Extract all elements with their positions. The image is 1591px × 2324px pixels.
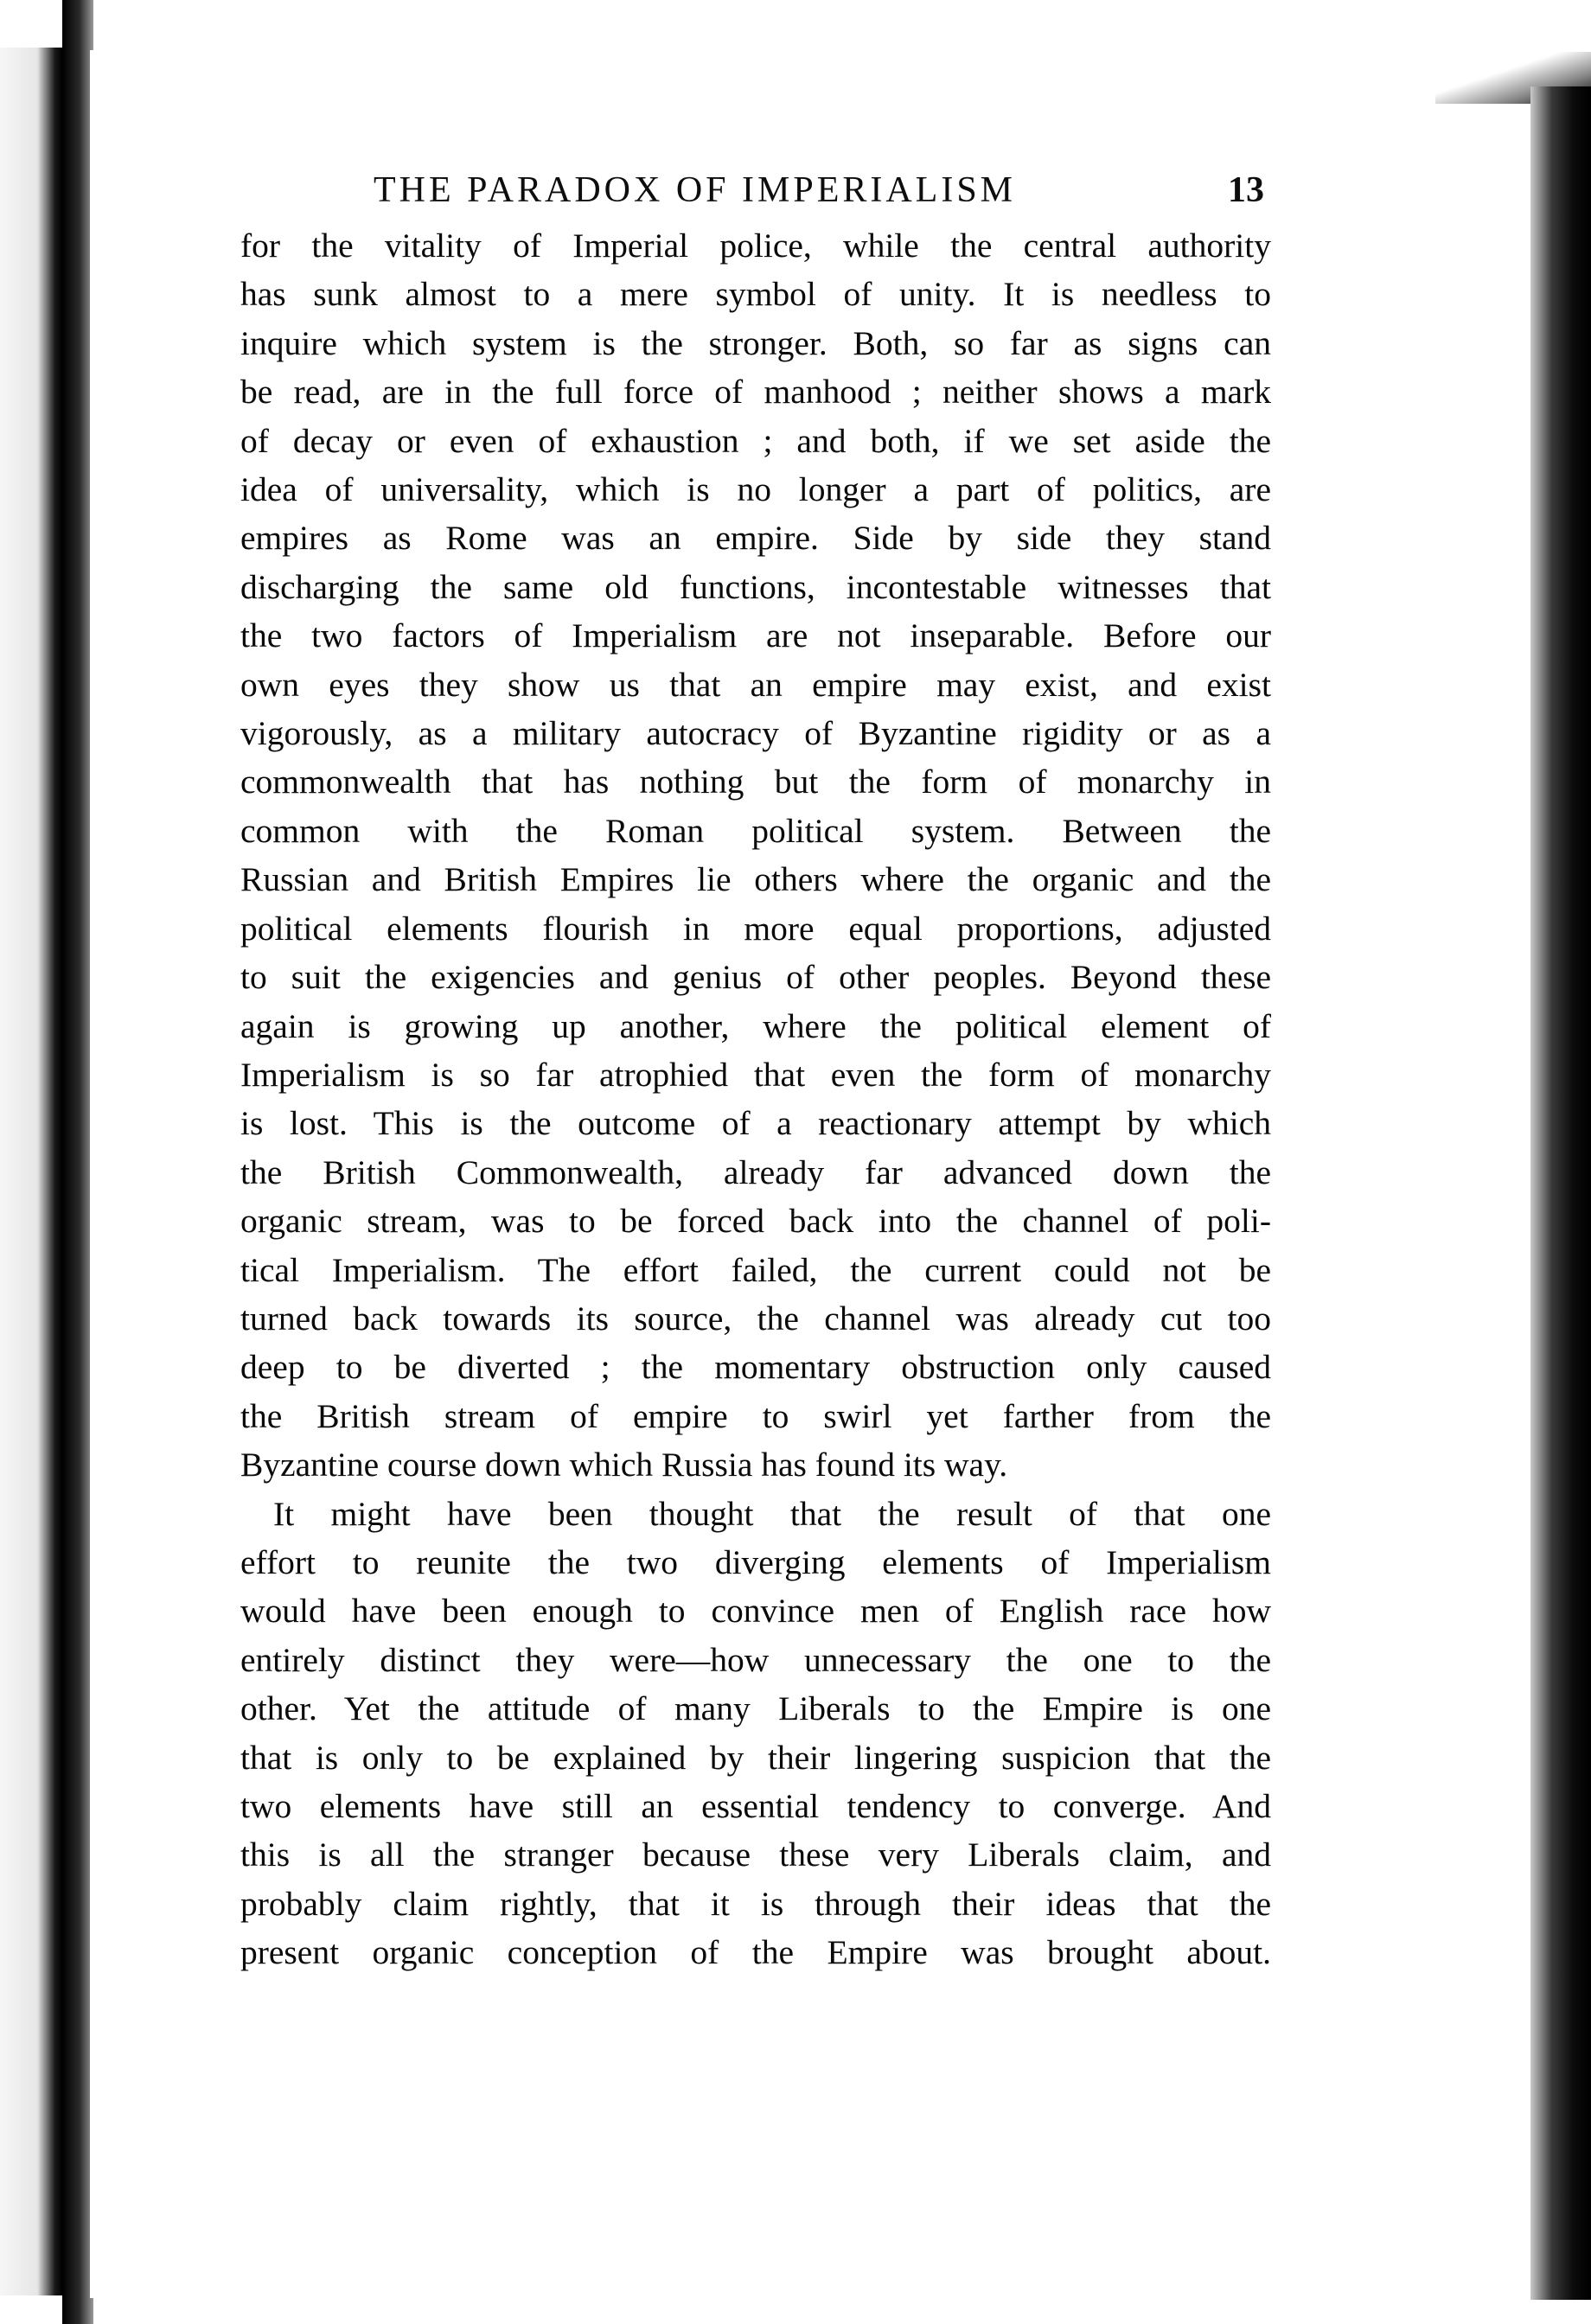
text-line: commonwealth that has nothing but the form of monarchy in [240, 763, 1271, 801]
text-line: that is only to be explained by their lingering suspicion that the [240, 1738, 1271, 1777]
paragraph-2 [240, 1490, 1271, 1977]
text-line: political elements flourish in more equal proportions, adjusted [240, 909, 1271, 948]
text-line: tical Imperialism. The effort failed, the current could not be [240, 1250, 1271, 1289]
text-line: the two factors of Imperialism are not inseparable. Before our [240, 616, 1271, 655]
text-line: Imperialism is so far atrophied that even the form of monarchy [240, 1055, 1271, 1094]
text-line: this is all the stranger because these very Liberals claim, and [240, 1836, 1271, 1874]
text-line: other. Yet the attitude of many Liberals to the Empire is one [240, 1689, 1271, 1728]
text-line: present organic conception of the Empire was brought about. [240, 1933, 1271, 1972]
text-line: is lost. This is the outcome of a reactionary attempt by which [240, 1104, 1271, 1143]
text-line: It might have been thought that the result of that one [273, 1494, 1271, 1533]
text-line: effort to reunite the two diverging elements of Imperialism [240, 1542, 1271, 1581]
text-line: of decay or even of exhaustion ; and both, if we set aside the [240, 421, 1271, 460]
book-gutter [62, 0, 93, 2324]
text-line: to suit the exigencies and genius of other peoples. Beyond these [240, 958, 1271, 997]
text-line: Russian and British Empires lie others where the organic and the [240, 860, 1271, 899]
text-line: vigorously, as a military autocracy of Byzantine rigidity or as a [240, 714, 1271, 753]
text-line: turned back towards its source, the channel was already cut too [240, 1299, 1271, 1338]
text-line: entirely distinct they were—how unnecessary the one to the [240, 1640, 1271, 1679]
page-number: 13 [1228, 170, 1264, 210]
book-right-edge [1530, 86, 1591, 2300]
text-line: be read, are in the full force of manhood ; neither shows a mark [240, 373, 1271, 412]
text-line: Byzantine course down which Russia has found its way. [240, 1446, 1008, 1484]
text-line: two elements have still an essential tendency to converge. And [240, 1787, 1271, 1825]
text-line: own eyes they show us that an empire may exist, and exist [240, 665, 1271, 704]
text-line: the British stream of empire to swirl yet farther from the [240, 1396, 1271, 1435]
text-line: for the vitality of Imperial police, while the central authority [240, 227, 1271, 265]
text-line: discharging the same old functions, incontestable witnesses that [240, 567, 1271, 606]
text-line: has sunk almost to a mere symbol of unity. It is needless to [240, 275, 1271, 314]
text-line: idea of universality, which is no longer a part of politics, are [240, 470, 1271, 509]
text-line: again is growing up another, where the political element of [240, 1006, 1271, 1045]
text-line: deep to be diverted ; the momentary obstruction only caused [240, 1348, 1271, 1387]
paragraph-1 [240, 221, 1271, 1490]
running-head: THE PARADOX OF IMPERIALISM [374, 170, 1017, 210]
text-line: common with the Roman political system. Between the [240, 811, 1271, 850]
text-line: organic stream, was to be forced back into the channel of poli- [240, 1202, 1271, 1241]
previous-page-edge [0, 48, 62, 2295]
text-line: probably claim rightly, that it is through their ideas that the [240, 1884, 1271, 1923]
text-line: inquire which system is the stronger. Both, so far as signs can [240, 323, 1271, 362]
text-line: empires as Rome was an empire. Side by side they stand [240, 519, 1271, 558]
text-line: would have been enough to convince men of English race how [240, 1592, 1271, 1631]
body-text [240, 221, 1271, 1977]
text-line: the British Commonwealth, already far advanced down the [240, 1152, 1271, 1191]
